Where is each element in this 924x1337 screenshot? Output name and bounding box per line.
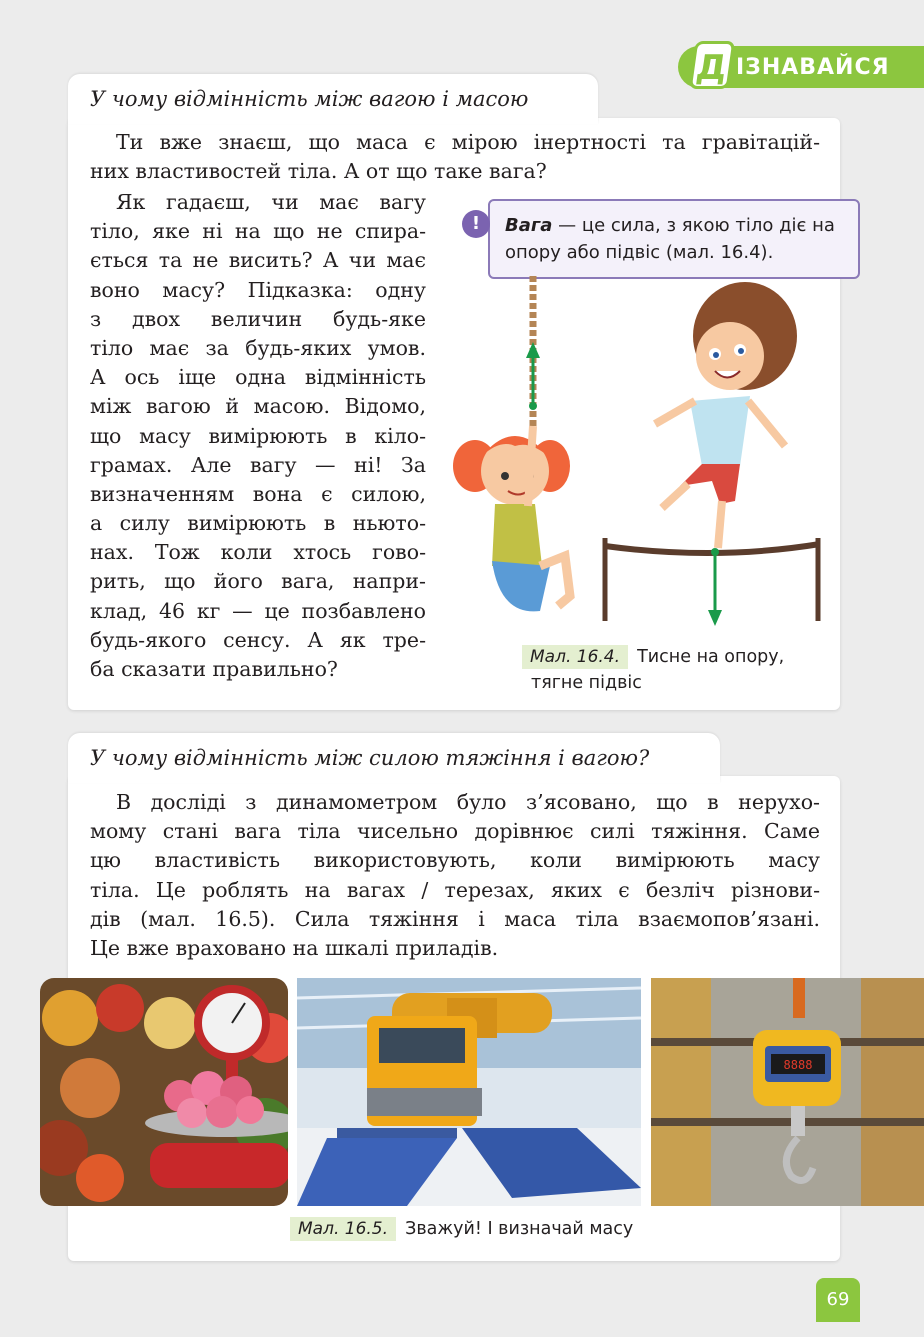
- section1-intro: [90, 128, 820, 186]
- figure-16-4-caption-text: Тисне на опору,: [637, 647, 785, 667]
- hanging-scale-photo: [651, 978, 924, 1206]
- definition-term: Вага: [505, 215, 553, 236]
- intro-line: Ти вже знаєш, що маса є мірою інертності та гравітацій-: [116, 130, 820, 154]
- body-line: тіло, яке ні на що не спира-: [90, 219, 426, 244]
- body-line: В досліді з динамометром було з’ясовано, що в нерухо-: [116, 790, 820, 814]
- definition-body: — це сила, з якою тіло діє на опору або підвіс (мал. 16.4).: [505, 215, 835, 263]
- body-line: а силу вимірюють в ньюто-: [90, 511, 426, 536]
- body-line: з двох величин будь-яке: [90, 306, 426, 331]
- body-line: клад, 46 кг — це позбавлено: [90, 598, 426, 623]
- body-line: тіла. Це роблять на вагах / терезах, яких є безліч різнови-: [90, 877, 820, 902]
- intro-line: них властивостей тіла. А от що таке вага?: [90, 159, 547, 184]
- truck-scale-photo: [297, 978, 641, 1206]
- section2-heading: У чому відмінність між силою тяжіння і вагою?: [90, 746, 650, 770]
- body-line: цю властивість використовують, коли вимірюють масу: [90, 848, 820, 873]
- body-line: ба сказати правильно?: [90, 657, 338, 681]
- body-line: дів (мал. 16.5). Сила тяжіння і маса тіла взаємопов’язані.: [90, 906, 820, 931]
- body-line: ється та не висить? А чи має: [90, 248, 426, 273]
- body-line: Це вже враховано на шкалі приладів.: [90, 935, 499, 960]
- figure-16-4-caption-text-2: тягне підвіс: [531, 673, 642, 693]
- figure-16-4-illustration: [440, 276, 840, 636]
- section-tag-label: ІЗНАВАЙСЯ: [736, 55, 890, 80]
- figure-16-4-label: Мал. 16.4.: [522, 645, 628, 669]
- page-number: 69: [816, 1278, 860, 1322]
- body-line: Як гадаєш, чи має вагу: [116, 190, 426, 214]
- section2-body: [90, 788, 820, 963]
- figure-16-5-label: Мал. 16.5.: [290, 1217, 396, 1241]
- definition-text: [505, 212, 850, 266]
- section1-body: [90, 188, 426, 684]
- body-line: визначенням вона є силою,: [90, 481, 426, 506]
- body-line: будь-якого сенсу. А як тре-: [90, 627, 426, 652]
- figure-16-5-caption: [290, 1219, 633, 1239]
- exclamation-icon: !: [462, 210, 490, 238]
- figure-16-5-caption-text: Зважуй! І визначай масу: [405, 1219, 634, 1239]
- section-tag-first-letter: Д: [689, 41, 736, 89]
- svg-text:8888: 8888: [783, 1058, 813, 1072]
- body-line: мому стані вага тіла чисельно дорівнює силі тяжіння. Саме: [90, 819, 820, 844]
- body-line: тіло має за будь-яких умов.: [90, 335, 426, 360]
- market-scale-photo: [40, 978, 288, 1206]
- weight-arrow-icon: [708, 548, 722, 626]
- tension-arrow-icon: [526, 342, 540, 410]
- body-line: рить, що його вага, напри-: [90, 569, 426, 594]
- figure-16-4-caption: [522, 647, 784, 667]
- body-line: воно масу? Підказка: одну: [90, 277, 426, 302]
- body-line: що масу вимірюють в кіло-: [90, 423, 426, 448]
- body-line: грамах. Але вагу — ні! За: [90, 452, 426, 477]
- body-line: нах. Тож коли хтось гово-: [90, 540, 426, 565]
- section1-heading: У чому відмінність між вагою і масою: [90, 87, 529, 111]
- girl-hanging-icon: [453, 426, 570, 611]
- body-line: А ось іще одна відмінність: [90, 365, 426, 390]
- boy-balancing-icon: [655, 282, 797, 548]
- body-line: між вагою й масою. Відомо,: [90, 394, 426, 419]
